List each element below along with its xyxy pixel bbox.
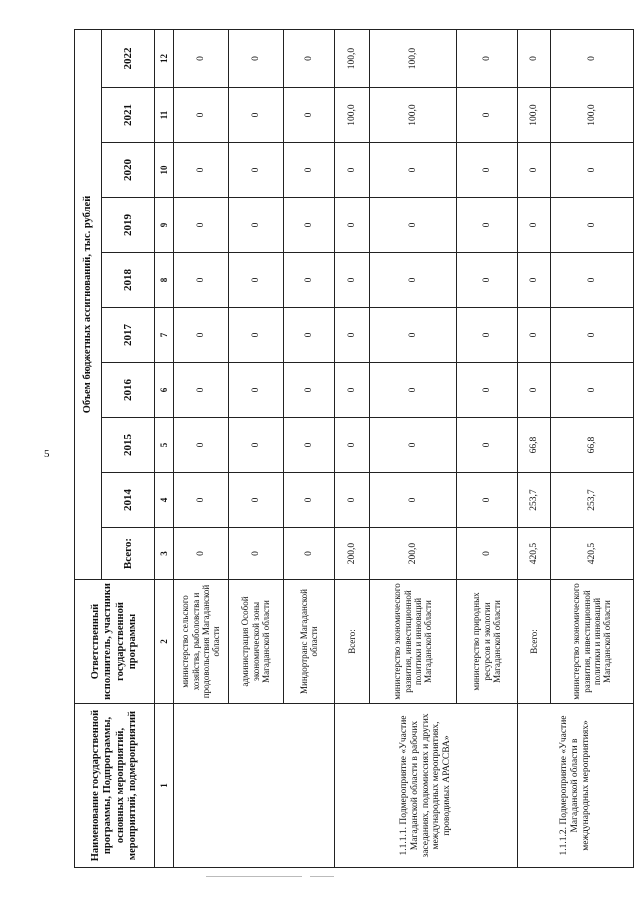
activity-name-cell: 1.1.1.1. Подмероприятие «Участие Магаданской области в рабочих заседаниях, подкомиссиях и других международных мероприятиях, проводимых АРАССВА» bbox=[335, 704, 518, 868]
year-value-cell: 0 bbox=[551, 29, 634, 87]
year-value-cell: 0 bbox=[284, 418, 335, 473]
year-value-cell: 0 bbox=[335, 363, 370, 418]
total-cell: 200,0 bbox=[335, 528, 370, 580]
column-number: 1 bbox=[155, 704, 174, 868]
column-number: 4 bbox=[155, 473, 174, 528]
total-cell: 0 bbox=[284, 528, 335, 580]
column-number: 9 bbox=[155, 198, 174, 253]
page-number: 5 bbox=[44, 448, 50, 460]
year-value-cell: 0 bbox=[335, 198, 370, 253]
year-value-cell: 0 bbox=[335, 418, 370, 473]
year-value-cell: 0 bbox=[335, 473, 370, 528]
year-value-cell: 0 bbox=[370, 308, 457, 363]
year-value-cell: 0 bbox=[335, 308, 370, 363]
year-value-cell: 0 bbox=[457, 473, 518, 528]
column-numbers-row bbox=[155, 29, 174, 867]
header-year: 2021 bbox=[102, 88, 155, 143]
column-number: 5 bbox=[155, 418, 174, 473]
year-value-cell: 0 bbox=[284, 308, 335, 363]
header-year: 2018 bbox=[102, 253, 155, 308]
year-value-cell: 0 bbox=[284, 198, 335, 253]
executor-cell: министерство сельского хозяйства, рыболовства и продовольствия Магаданской области bbox=[174, 580, 229, 704]
column-number: 7 bbox=[155, 308, 174, 363]
year-value-cell: 0 bbox=[370, 198, 457, 253]
year-value-cell: 100,0 bbox=[551, 88, 634, 143]
year-value-cell: 0 bbox=[518, 363, 551, 418]
year-value-cell: 0 bbox=[284, 253, 335, 308]
year-value-cell: 0 bbox=[457, 143, 518, 198]
year-value-cell: 0 bbox=[229, 198, 284, 253]
executor-cell: Миндортранс Магаданской области bbox=[284, 580, 335, 704]
year-value-cell: 0 bbox=[229, 143, 284, 198]
year-value-cell: 0 bbox=[370, 143, 457, 198]
budget-table bbox=[74, 29, 634, 868]
header-name: Наименование государственной программы, Подпрограммы, основных мероприятий, мероприятий, подмероприятий bbox=[75, 704, 155, 868]
year-value-cell: 0 bbox=[284, 88, 335, 143]
header-year: 2014 bbox=[102, 473, 155, 528]
year-value-cell: 100,0 bbox=[335, 88, 370, 143]
year-value-cell: 0 bbox=[457, 418, 518, 473]
column-number: 10 bbox=[155, 143, 174, 198]
year-value-cell: 0 bbox=[284, 29, 335, 87]
year-value-cell: 0 bbox=[229, 418, 284, 473]
budget-table-container bbox=[74, 30, 613, 868]
table-body bbox=[174, 29, 634, 867]
year-value-cell: 0 bbox=[518, 29, 551, 87]
column-number: 12 bbox=[155, 29, 174, 87]
column-number: 3 bbox=[155, 528, 174, 580]
scan-mark bbox=[310, 876, 334, 877]
total-cell: 0 bbox=[174, 528, 229, 580]
year-value-cell: 0 bbox=[457, 88, 518, 143]
year-value-cell: 0 bbox=[174, 363, 229, 418]
activity-name-cell bbox=[174, 704, 335, 868]
year-value-cell: 100,0 bbox=[370, 88, 457, 143]
executor-cell: министерство экономического развития, инвестиционной политики и инноваций Магаданской области bbox=[370, 580, 457, 704]
year-value-cell: 0 bbox=[174, 418, 229, 473]
year-value-cell: 0 bbox=[457, 29, 518, 87]
total-cell: 420,5 bbox=[518, 528, 551, 580]
year-value-cell: 0 bbox=[370, 363, 457, 418]
year-value-cell: 0 bbox=[370, 473, 457, 528]
year-value-cell: 0 bbox=[551, 253, 634, 308]
executor-cell: министерство природных ресурсов и экологии Магаданской области bbox=[457, 580, 518, 704]
scan-mark bbox=[206, 876, 302, 877]
total-cell: 200,0 bbox=[370, 528, 457, 580]
year-value-cell: 0 bbox=[551, 143, 634, 198]
header-year: 2020 bbox=[102, 143, 155, 198]
year-value-cell: 0 bbox=[229, 308, 284, 363]
year-value-cell: 0 bbox=[284, 363, 335, 418]
header-year: 2019 bbox=[102, 198, 155, 253]
year-value-cell: 100,0 bbox=[370, 29, 457, 87]
column-number: 6 bbox=[155, 363, 174, 418]
year-value-cell: 0 bbox=[518, 198, 551, 253]
year-value-cell: 0 bbox=[370, 253, 457, 308]
executor-cell: Всего: bbox=[518, 580, 551, 704]
column-number: 2 bbox=[155, 580, 174, 704]
year-value-cell: 100,0 bbox=[335, 29, 370, 87]
header-row-1 bbox=[75, 29, 102, 867]
column-number: 11 bbox=[155, 88, 174, 143]
header-year: 2022 bbox=[102, 29, 155, 87]
year-value-cell: 0 bbox=[229, 253, 284, 308]
year-value-cell: 0 bbox=[284, 143, 335, 198]
year-value-cell: 0 bbox=[370, 418, 457, 473]
total-cell: 0 bbox=[457, 528, 518, 580]
table-row bbox=[335, 29, 370, 867]
year-value-cell: 0 bbox=[551, 363, 634, 418]
year-value-cell: 0 bbox=[335, 253, 370, 308]
year-value-cell: 0 bbox=[551, 198, 634, 253]
year-value-cell: 0 bbox=[518, 308, 551, 363]
header-executor: Ответственный исполнитель, участники государственной программы bbox=[75, 580, 155, 704]
year-value-cell: 0 bbox=[457, 253, 518, 308]
year-value-cell: 0 bbox=[335, 143, 370, 198]
year-value-cell: 253,7 bbox=[518, 473, 551, 528]
total-cell: 0 bbox=[229, 528, 284, 580]
year-value-cell: 0 bbox=[229, 363, 284, 418]
header-year: 2015 bbox=[102, 418, 155, 473]
table-row bbox=[518, 29, 551, 867]
year-value-cell: 253,7 bbox=[551, 473, 634, 528]
activity-name-cell: 1.1.1.2. Подмероприятие «Участие Магаданской области в международных мероприятиях» bbox=[518, 704, 634, 868]
total-cell: 420,5 bbox=[551, 528, 634, 580]
column-number: 8 bbox=[155, 253, 174, 308]
year-value-cell: 0 bbox=[174, 198, 229, 253]
year-value-cell: 0 bbox=[551, 308, 634, 363]
year-value-cell: 66,8 bbox=[518, 418, 551, 473]
year-value-cell: 0 bbox=[229, 88, 284, 143]
year-value-cell: 0 bbox=[284, 473, 335, 528]
year-value-cell: 0 bbox=[174, 308, 229, 363]
year-value-cell: 0 bbox=[518, 253, 551, 308]
header-budget: Объем бюджетных ассигнований, тыс. рублей bbox=[75, 29, 102, 579]
header-year: 2017 bbox=[102, 308, 155, 363]
executor-cell: министерство экономического развития, инвестиционной политики и инноваций Магаданской области bbox=[551, 580, 634, 704]
year-value-cell: 0 bbox=[174, 88, 229, 143]
year-value-cell: 0 bbox=[174, 143, 229, 198]
year-value-cell: 0 bbox=[174, 253, 229, 308]
executor-cell: администрация Особой экономической зоны Магаданской области bbox=[229, 580, 284, 704]
year-value-cell: 0 bbox=[229, 473, 284, 528]
year-value-cell: 0 bbox=[174, 473, 229, 528]
year-value-cell: 100,0 bbox=[518, 88, 551, 143]
header-year: 2016 bbox=[102, 363, 155, 418]
year-value-cell: 0 bbox=[457, 363, 518, 418]
year-value-cell: 0 bbox=[229, 29, 284, 87]
year-value-cell: 0 bbox=[457, 308, 518, 363]
table-row bbox=[174, 29, 229, 867]
executor-cell: Всего: bbox=[335, 580, 370, 704]
header-total: Всего: bbox=[102, 528, 155, 580]
year-value-cell: 0 bbox=[174, 29, 229, 87]
year-value-cell: 66,8 bbox=[551, 418, 634, 473]
year-value-cell: 0 bbox=[518, 143, 551, 198]
year-value-cell: 0 bbox=[457, 198, 518, 253]
